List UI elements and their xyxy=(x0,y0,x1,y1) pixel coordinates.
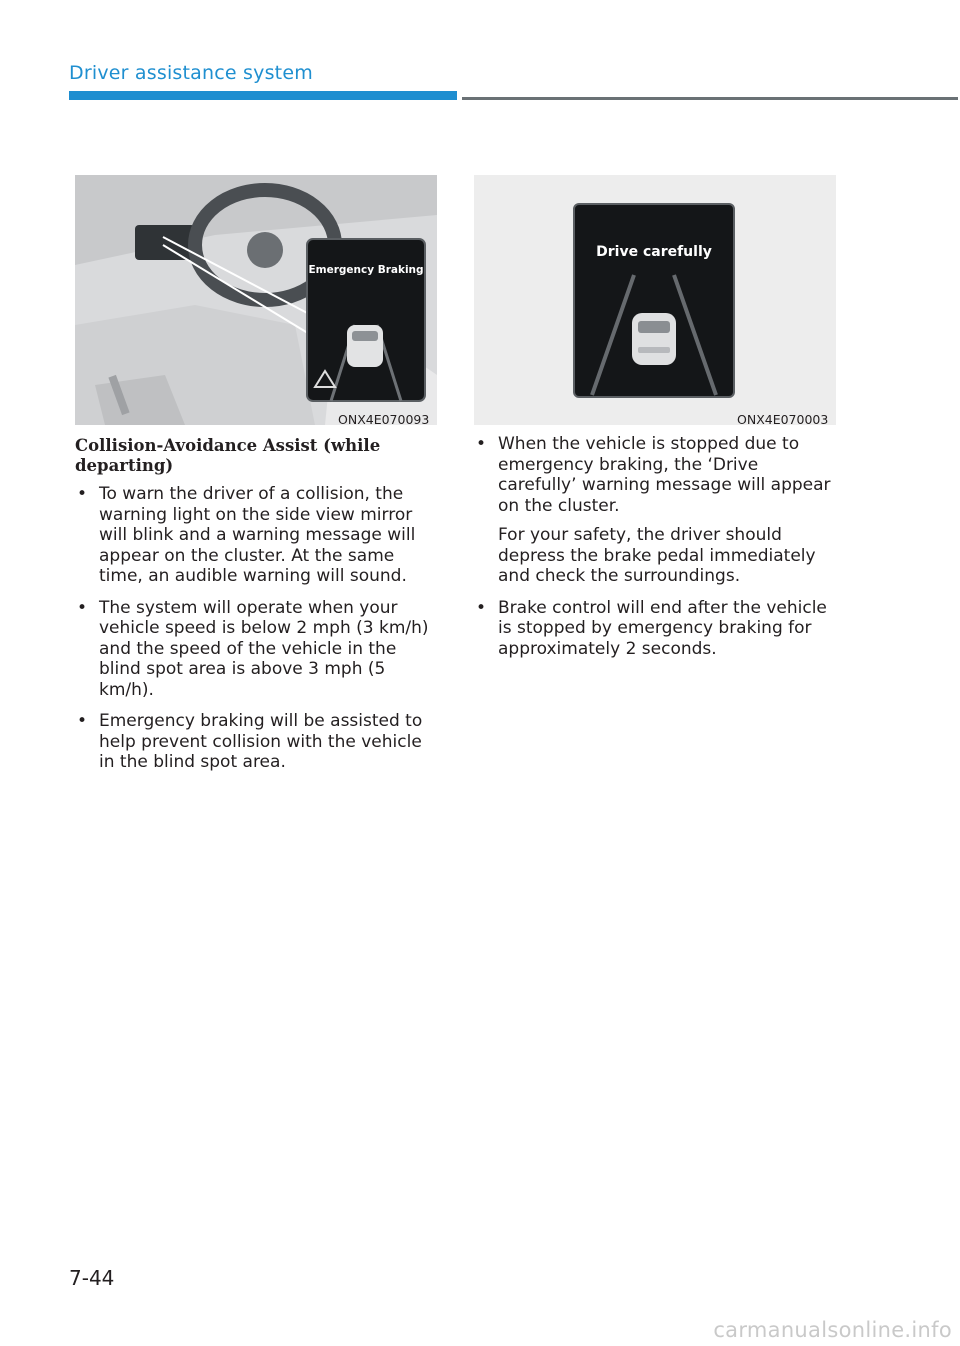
watermark: carmanualsonline.info xyxy=(713,1318,952,1342)
figure-interior-emergency-braking xyxy=(75,175,437,425)
bullet-icon: • xyxy=(476,597,487,618)
list-item: • Brake control will end after the vehicle is stopped by emergency braking for approximately 2 seconds. xyxy=(476,597,827,659)
safety-paragraph: For your safety, the driver should depress the brake pedal immediately and check the surroundings. xyxy=(498,525,816,586)
bullet-icon: • xyxy=(476,434,487,454)
header-rule-gray xyxy=(462,97,958,100)
figure-code-left: ONX4E070093 xyxy=(338,412,430,427)
bullet-icon: • xyxy=(77,484,88,504)
list-item: • Emergency braking will be assisted to help prevent collision with the vehicle in the blind spot area. xyxy=(77,711,423,772)
page-number: 7-44 xyxy=(69,1266,115,1290)
list-item: • To warn the driver of a collision, the warning light on the side view mirror will blink and a warning message will appear on the cluster. At the same time, an audible warning will sound. xyxy=(77,484,416,586)
figure-code-right: ONX4E070003 xyxy=(737,412,829,427)
bullet-icon: • xyxy=(77,597,88,618)
list-item: • The system will operate when your vehicle speed is below 2 mph (3 km/h) and the speed of the vehicle in the blind spot area is above 3 mph (5 km/h). xyxy=(77,597,429,700)
bullet-icon: • xyxy=(77,711,88,731)
section-title: Driver assistance system xyxy=(69,62,313,84)
interior-illustration xyxy=(75,175,437,425)
figure-cluster-drive-carefully xyxy=(474,175,836,425)
subsection-heading: Collision-Avoidance Assist (while departing) xyxy=(75,436,381,475)
left-column xyxy=(75,484,437,784)
cluster-message-emergency-braking: Emergency Braking xyxy=(308,264,424,276)
cluster-illustration xyxy=(474,175,836,425)
right-column xyxy=(474,434,836,670)
cluster-message-drive-carefully: Drive carefully xyxy=(596,244,712,260)
list-item: • When the vehicle is stopped due to emergency braking, the ‘Drive carefully’ warning message will appear on the cluster. xyxy=(476,434,831,516)
header-rule-blue xyxy=(69,91,457,100)
